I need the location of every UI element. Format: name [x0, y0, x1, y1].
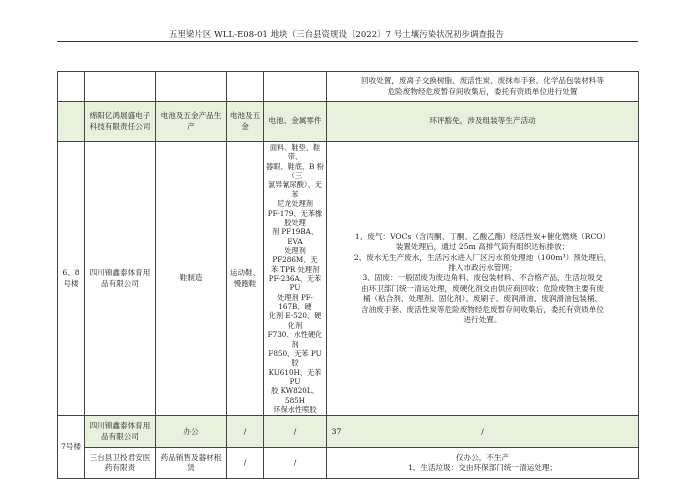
- header-divider: [57, 41, 638, 42]
- material-line: 器眼、鞋底、B 粉（三: [266, 161, 324, 181]
- material-line: PF-236A、无苯 PU: [268, 274, 322, 293]
- pollution-survey-table: [57, 71, 639, 479]
- company-row-jinxintai-68: [58, 142, 639, 416]
- continued-product-cell: [227, 72, 264, 102]
- activity-line: 进行处置。: [463, 315, 502, 325]
- building-cell-empty: [58, 102, 85, 142]
- building-cell: 6、8号楼: [58, 142, 85, 416]
- material-line: 剂 PF19BA、EVA: [271, 227, 319, 246]
- product-cell: /: [227, 448, 264, 479]
- material-line: 面料、鞋垫、鞋带、: [269, 143, 321, 162]
- activity-cell: [327, 448, 639, 479]
- material-line: F730、水性硬化剂: [267, 330, 323, 349]
- material-cell: /: [264, 416, 327, 448]
- activity-line: 3、固废：一般固废为废边角料、废包装材料、不合格产品，生活垃圾交: [362, 273, 603, 283]
- material-line: 尼龙处理剂: [277, 199, 313, 209]
- company-cell: 绵阳亿鸿展盛电子科技有限责任公司: [85, 102, 156, 142]
- activity-line: 1、生活垃圾：交由环保部门统一清运处理；: [407, 463, 558, 473]
- activity-cell: 环评豁免，涉及组装等生产活动: [327, 102, 639, 142]
- material-line: 氯异氰尿酸）、无苯: [268, 180, 322, 199]
- activity-cell: /: [327, 416, 639, 448]
- activity-line: 2、废水无生产废水，生活污水进入厂区污水预处理池（100m³）预处理后，: [353, 252, 612, 262]
- material-line: 处理剂 PF286M、无: [272, 245, 318, 265]
- continued-row: [58, 72, 639, 102]
- material-cell: /: [264, 448, 327, 479]
- company-cell: 四川锦鑫泰体育用品有限公司: [85, 416, 156, 448]
- activity-cell: [327, 142, 639, 416]
- company-cell: 四川锦鑫泰体育用品有限公司: [85, 142, 156, 416]
- continued-building-cell: [58, 72, 85, 102]
- activity-line: 装置处理后，通过 25m 高排气筒有组织达标排放；: [395, 242, 570, 252]
- industry-cell: 鞋制造: [156, 142, 227, 416]
- material-line: F850、无苯 PU 胶: [268, 348, 322, 368]
- continued-company-cell: [85, 72, 156, 102]
- material-line: 胶 KW820L、585H: [271, 386, 319, 405]
- page-number: 37: [331, 427, 342, 436]
- activity-line: 危险废物经危废暂存间收集后，委托有资质单位进行处置: [387, 86, 578, 96]
- material-cell: 电池、金属零件: [264, 102, 327, 142]
- material-line: PF-179、无苯橡胶处理: [267, 208, 323, 227]
- company-row-weitou: [58, 448, 639, 479]
- product-cell: 运动鞋、慢跑鞋: [227, 142, 264, 416]
- material-line: 处理剂 PF-167B、硬: [277, 292, 313, 312]
- company-cell: 三台县卫投君安医药有限责: [85, 448, 156, 479]
- industry-cell: 电池及五金产品生产: [156, 102, 227, 142]
- activity-line: 由环卫部门统一清运处理，废硬化剂交由供应商回收；危险废物主要有废: [361, 283, 604, 293]
- continued-activity-cell: [327, 72, 639, 102]
- continued-industry-cell: [156, 72, 227, 102]
- activity-line: 回收处置，废离子交换树脂、废活性炭、废抹布手套、化学品包装材料等: [361, 76, 604, 86]
- material-line: 化剂 E-520、硬化剂: [268, 311, 322, 330]
- activity-line: 含油废手套、废活性炭等危险废物经危废暂存间收集后，委托有资质单位: [361, 304, 604, 314]
- material-line: 环保水性喷胶: [273, 405, 317, 415]
- material-line: 苯 TPR 处理剂: [270, 264, 320, 274]
- page-header: 五里梁片区 WLL-E08-01 地块（三台县资规设〔2022〕7 号土壤污染状况初步调查报告: [168, 29, 505, 39]
- continued-material-cell: [264, 72, 327, 102]
- activity-line: 桶（粘合剂、处理剂、固化剂）、废刷子、废润滑油、废润滑油包装桶、: [362, 294, 603, 304]
- activity-line: 1、废气：VOCs（含丙酮、丁酮、乙酸乙酯）经活性炭+催化燃烧（RCO）: [354, 231, 611, 241]
- industry-cell: 药品销售及器材租赁: [156, 448, 227, 479]
- product-cell: /: [227, 416, 264, 448]
- industry-cell: 办公: [156, 416, 227, 448]
- product-cell: 电池及五金: [227, 102, 264, 142]
- activity-line: 排入市政污水管网；: [448, 263, 517, 272]
- material-cell: [264, 142, 327, 416]
- company-row-yihong: [58, 102, 639, 142]
- activity-line: 仅办公，不生产: [455, 452, 510, 462]
- material-line: KU610H、无苯 PU: [268, 367, 322, 386]
- building-cell: 7号楼: [58, 416, 85, 479]
